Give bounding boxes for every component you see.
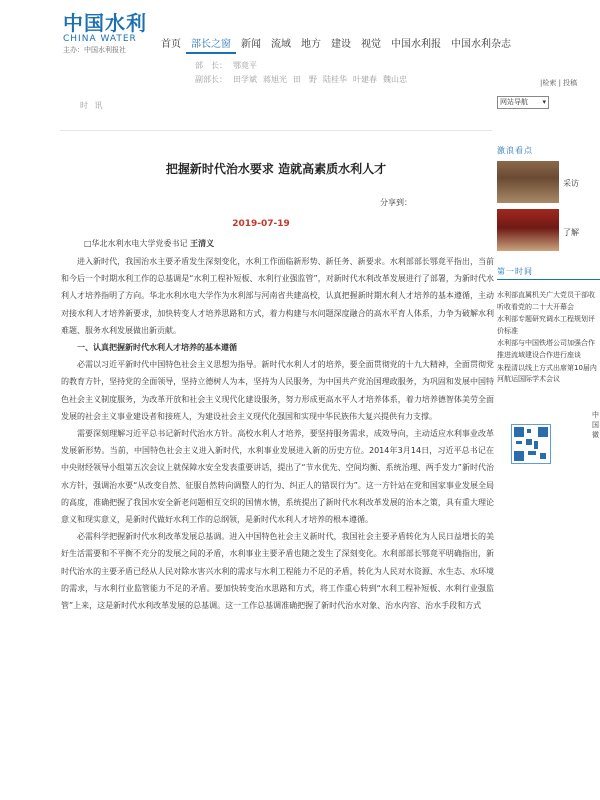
vice-minister-name[interactable]: 陆桂华 — [323, 75, 347, 84]
nav-item-construction[interactable]: 建设 — [331, 39, 351, 50]
nav-item-visual[interactable]: 视觉 — [361, 39, 381, 50]
logo-org-text: 主办：中国水利报社 — [63, 46, 126, 54]
breadcrumb[interactable]: 时 讯 — [80, 101, 105, 110]
author-name: 王清义 — [190, 239, 215, 248]
paragraph: 需要深刻理解习近平总书记新时代治水方针。高校水利人才培养，要坚持服务需求，成效导向，主动适应水利事业改革发展新形势。当前，中国特色社会主义进入新时代，水利事业发展进入新的历史方位。2014年3月14日，习近平总书记在中央财经领导小组第五次会议上就保障水安全发表重要讲话，提出了“节水优先、空间均衡、系统治理、两手发力”新时代治水方针，强调治水要“从改变自然、征服自然转向调整人的行为、纠正人的错误行为”。这一方针站在党和国家事业发展全局的高度，准确把握了我国水安全新老问题相互交织的国情水情，系统提出了新时代水利改革发展的治本之策，具有重大理论意义和现实意义，是新时代做好水利工作的总纲领，是新时代水利人才培养的根本遵循。 — [61, 429, 494, 525]
news-link[interactable]: 水利部专题研究调水工程规划评价标准 — [497, 315, 595, 335]
qr-caption: 中国微 — [592, 411, 599, 439]
share-label[interactable]: 分享到： — [380, 198, 412, 207]
nav-item-local[interactable]: 地方 — [301, 39, 321, 50]
sidebar-heading-highlights: 激浪看点 — [497, 146, 533, 155]
logo-cn-text: 中国水利 — [63, 11, 147, 35]
minister-line — [195, 60, 263, 71]
vice-minister-name[interactable]: 蒋旭光 — [263, 75, 287, 84]
nav-item-newspaper[interactable]: 中国水利报 — [391, 39, 441, 50]
nav-item-home[interactable]: 首页 — [161, 39, 181, 50]
site-logo[interactable] — [63, 12, 153, 56]
search-submit-links[interactable]: |检索 | 投稿 — [540, 79, 578, 87]
site-nav-select[interactable]: 网站导航 ▾ — [497, 96, 549, 109]
article-title: 把握新时代治水要求 造就高素质水利人才 — [165, 162, 387, 176]
logo-en-text: CHINA WATER — [63, 34, 137, 44]
main-nav — [156, 38, 516, 54]
article-date: 2019-07-19 — [232, 219, 290, 229]
article-body — [61, 253, 494, 614]
author-prefix: □华北水利水电大学党委书记 — [84, 239, 188, 248]
latest-news-list — [497, 290, 600, 387]
vice-minister-name[interactable]: 叶建春 — [353, 75, 377, 84]
nav-item-magazine[interactable]: 中国水利杂志 — [451, 39, 511, 50]
vice-minister-label: 副部长： — [195, 75, 227, 84]
section-heading: 一、认真把握新时代水利人才培养的基本遵循 — [77, 343, 237, 353]
highlight-caption[interactable]: 了解 — [563, 228, 579, 237]
news-link[interactable]: 水利部直属机关广大党员干部收听收看党的二十大开幕会 — [497, 291, 595, 311]
highlight-image[interactable] — [497, 161, 559, 203]
minister-label: 部 长： — [195, 61, 227, 70]
article-author — [84, 238, 214, 249]
qr-code-icon — [511, 424, 551, 464]
highlight-image[interactable] — [497, 209, 559, 251]
news-link[interactable]: 朱程清以线上方式出席第10届内河航运国际学术会议 — [497, 363, 597, 384]
nav-item-basin[interactable]: 流域 — [271, 39, 291, 50]
nav-item-minister[interactable]: 部长之窗 — [186, 38, 236, 54]
nav-item-news[interactable]: 新闻 — [241, 39, 261, 50]
vice-minister-line — [195, 74, 413, 85]
paragraph: 必需科学把握新时代水利改革发展总基调。进入中国特色社会主义新时代，我国社会主要矛盾转化为人民日益增长的美好生活需要和不平衡不充分的发展之间的矛盾，水利事业主要矛盾也随之发生了深刻变化。水利部部长鄂竟平明确指出，新时代治水的主要矛盾已经从人民对除水害兴水利的需求与水利工程能力不足的矛盾，转化为人民对水资源、水生态、水环境的需求，与水利行业监管能力不足的矛盾。要加快转变治水思路和方式，将工作重心转到“水利工程补短板、水利行业强监管”上来，这是新时代水利改革发展的总基调。这一工作总基调准确把握了新时代治水对象、治水内容、治水手段和方式 — [61, 532, 494, 611]
minister-name[interactable]: 鄂竟平 — [233, 61, 257, 70]
sidebar-divider — [497, 279, 600, 280]
vice-minister-name[interactable]: 魏山忠 — [383, 75, 407, 84]
paragraph: 进入新时代，我国治水主要矛盾发生深刻变化，水利工作面临新形势、新任务、新要求。水利部部长鄂竟平指出，当前和今后一个时期水利工作的总基调是“水利工程补短板、水利行业强监管”，对新时代水利改革发展进行了部署，为新时代水利人才培养指明了方向。华北水利水电大学作为水利部与河南省共建高校，认真把握新时期水利人才培养的基本遵循，主动对接水利人才培养新要求，加快转变人才培养思路和方式，着力构建与水问题深度融合的高水平育人体系，力争为破解水利难题、服务水利发展做出新贡献。 — [61, 257, 494, 335]
sidebar-heading-latest: 第一时间 — [497, 267, 533, 276]
vice-minister-name[interactable]: 田学斌 — [233, 75, 257, 84]
news-link[interactable]: 水利部与中国铁塔公司加强合作推进流域建设合作进行座谈 — [497, 339, 595, 359]
highlight-caption[interactable]: 采访 — [563, 179, 579, 188]
paragraph: 必需以习近平新时代中国特色社会主义思想为指导。新时代水利人才的培养，要全面贯彻党的十九大精神，全面贯彻党的教育方针，坚持党的全面领导，坚持立德树人为本，坚持为人民服务，为中国共产党治国理政服务，为巩固和发展中国特色社会主义制度服务，为改革开放和社会主义现代化建设服务，努力形成更高水平人才培养体系，着力培养德智体美劳全面发展的社会主义事业建设者和接班人，为建设社会主义现代化强国和实现中华民族伟大复兴提供有力支撑。 — [61, 360, 494, 421]
divider — [60, 130, 492, 131]
vice-minister-name[interactable]: 田 野 — [293, 75, 317, 84]
